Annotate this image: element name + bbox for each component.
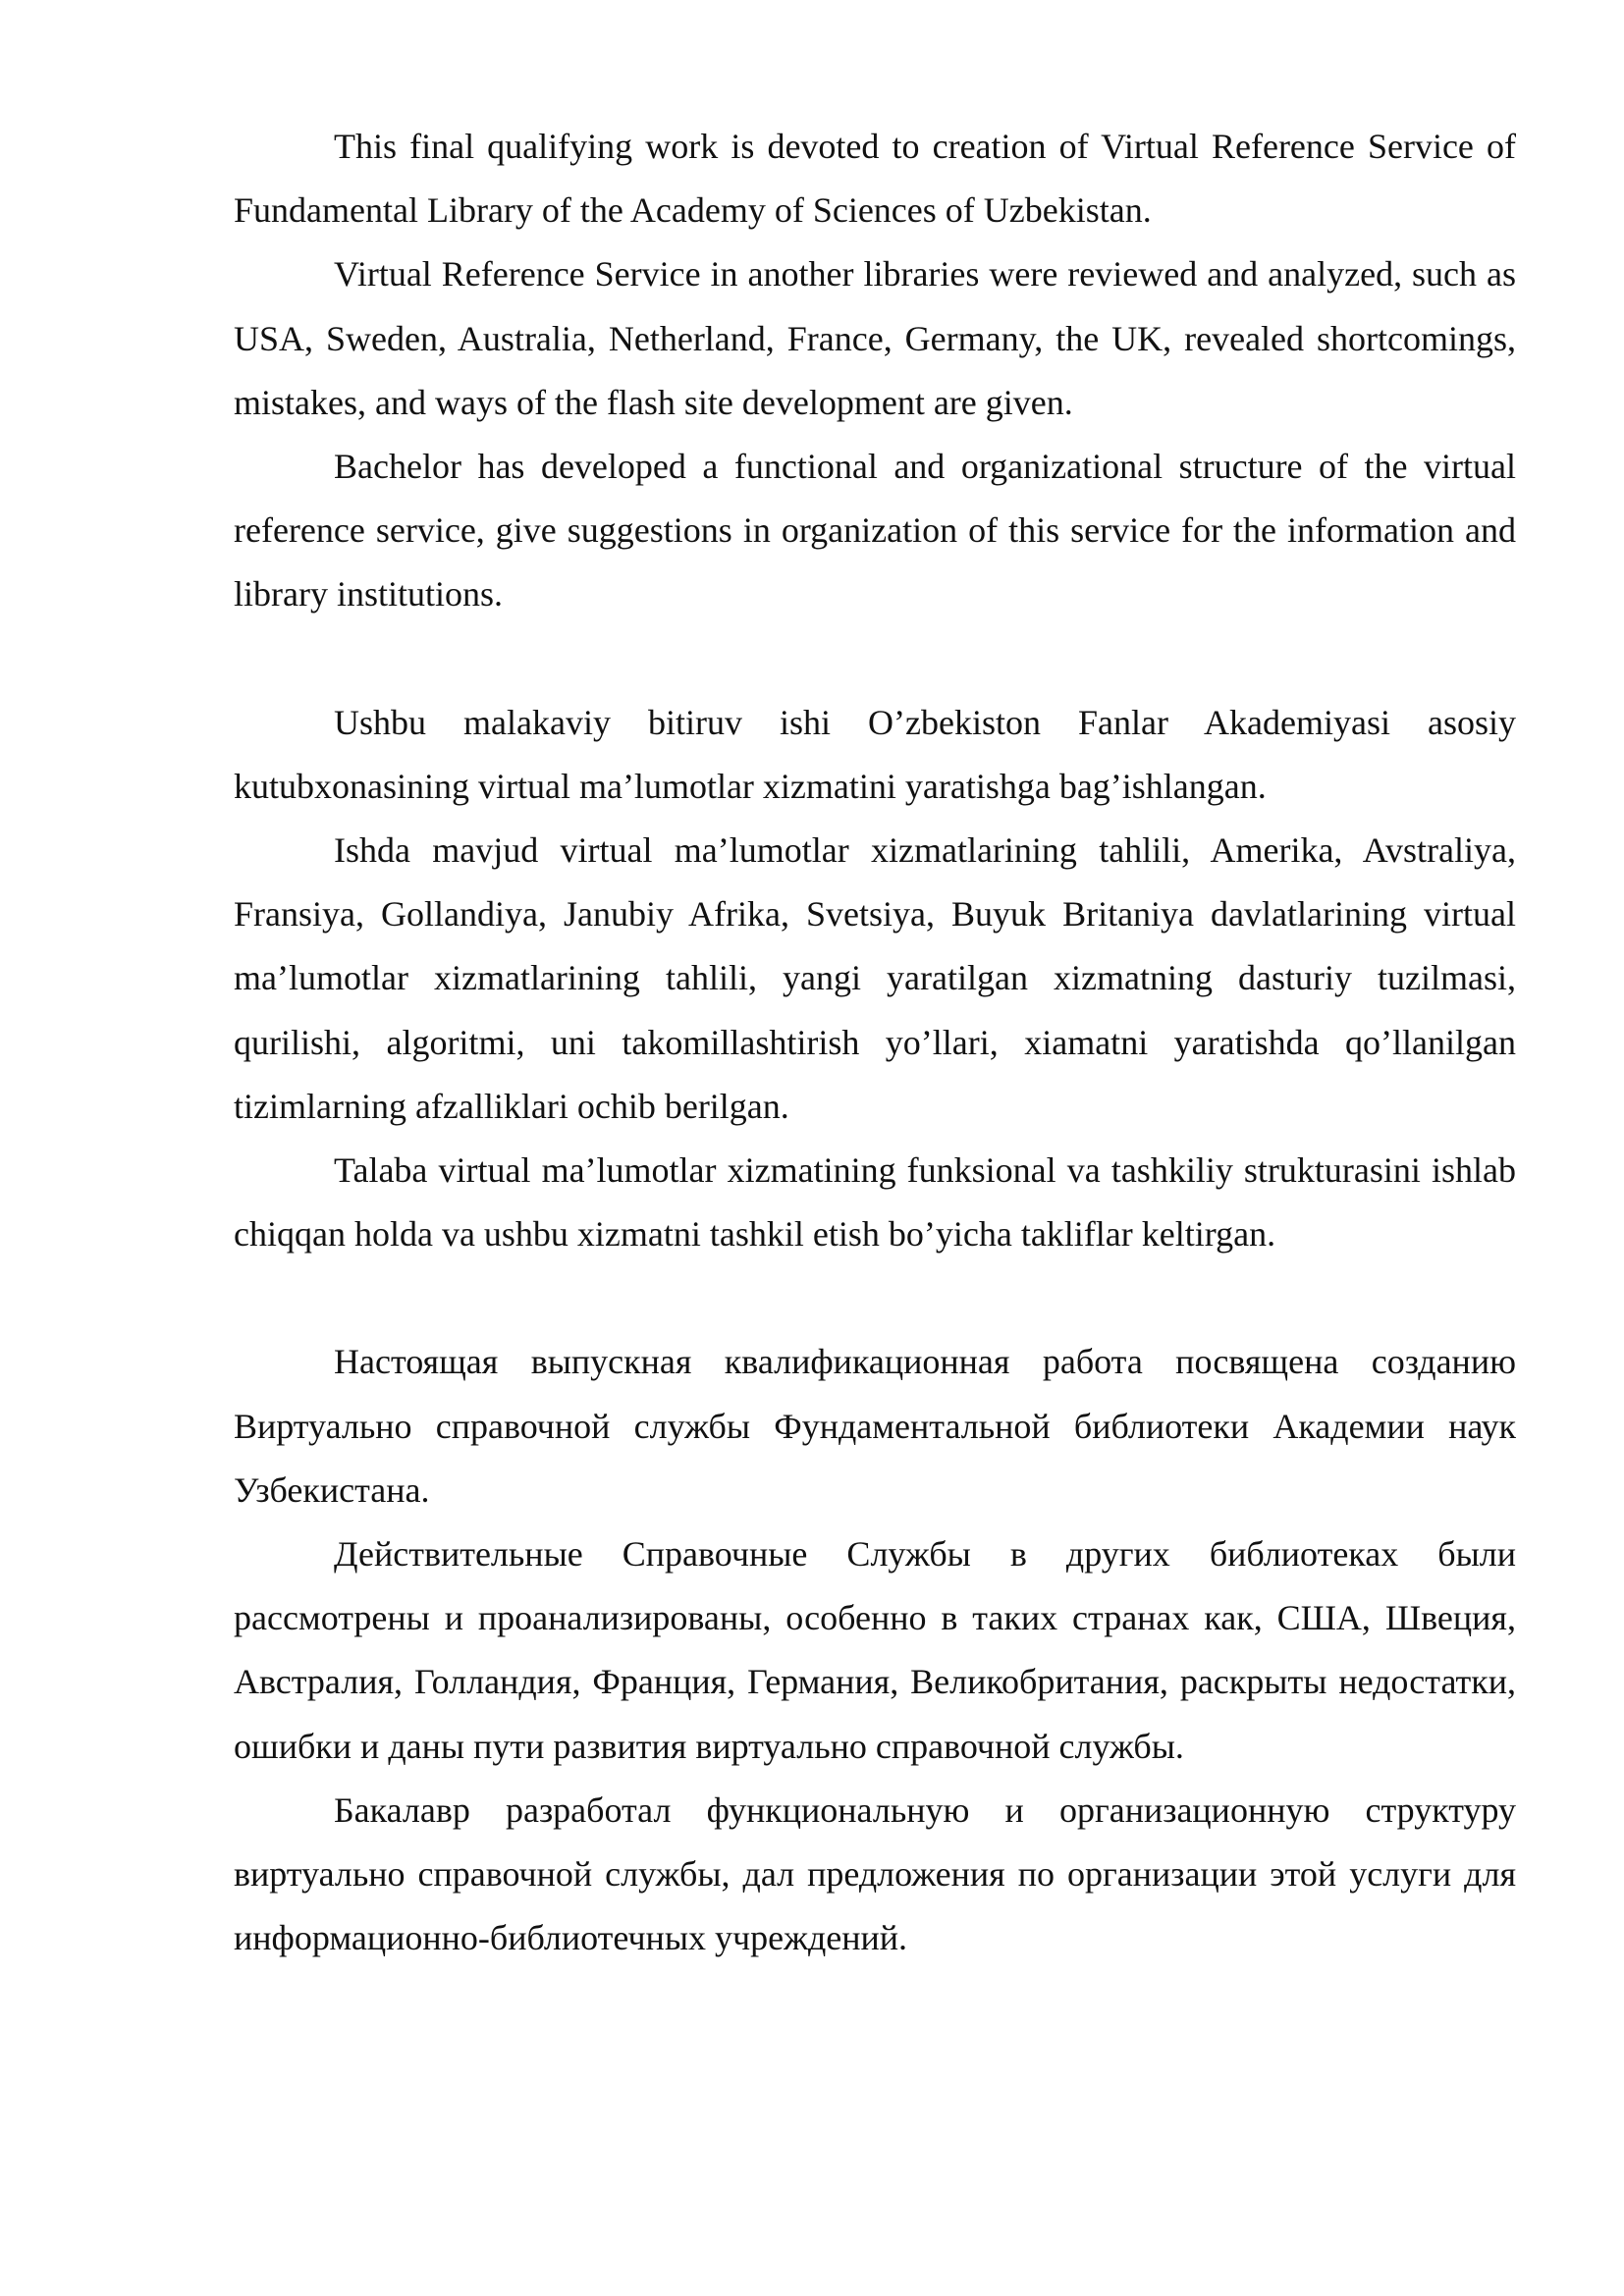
abstract-section-russian [234,1330,1516,1970]
abstract-section-english [234,115,1516,627]
abstract-paragraph: Настоящая выпускная квалификационная работа посвящена созданию Виртуально справочной службы Фундаментальной библиотеки Академии наук Узбекистана. [234,1342,1516,1510]
abstract-paragraph: Virtual Reference Service in another libraries were reviewed and analyzed, such as USA, Sweden, Australia, Netherland, France, Germany, the UK, revealed shortcomings, mistakes, and ways of the flash site development are given. [234,254,1516,422]
abstract-paragraph: This final qualifying work is devoted to creation of Virtual Reference Service of Fundamental Library of the Academy of Sciences of Uzbekistan. [234,127,1516,231]
abstract-paragraph: Ushbu malakaviy bitiruv ishi O’zbekiston Fanlar Akademiyasi asosiy kutubxonasining virtual ma’lumotlar xizmatini yaratishga bag’ishlangan. [234,702,1516,806]
abstract-paragraph: Bachelor has developed a functional and organizational structure of the virtual reference service, give suggestions in organization of this service for the information and library institutions. [234,447,1516,614]
abstract-paragraph: Ishda mavjud virtual ma’lumotlar xizmatlarining tahlili, Amerika, Avstraliya, Fransiya, Gollandiya, Janubiy Afrika, Svetsiya, Buyuk Britaniya davlatlarining virtual ma’lumotlar xizmatlarining tahlili, yangi yaratilgan xizmatning dasturiy tuzilmasi, qurilishi, algoritmi, uni takomillashtirish yo’llari, xiamatni yaratishda qo’llanilgan tizimlarning afzalliklari ochib berilgan. [234,830,1516,1126]
abstract-paragraph: Talaba virtual ma’lumotlar xizmatining funksional va tashkiliy strukturasini ishlab chiqqan holda va ushbu xizmatni tashkil etish bo’yicha takliflar keltirgan. [234,1150,1516,1255]
abstract-paragraph: Действительные Справочные Службы в других библиотеках были рассмотрены и проанализированы, особенно в таких странах как, США, Швеция, Австралия, Голландия, Франция, Германия, Великобритания, раскрыты недостатки, ошибки и даны пути развития виртуально справочной службы. [234,1534,1516,1766]
abstract-section-uzbek [234,691,1516,1267]
abstract-text-column [234,115,1516,1970]
abstract-paragraph: Бакалавр разработал функциональную и организационную структуру виртуально справочной службы, дал предложения по организации этой услуги для информационно-библиотечных учреждений. [234,1789,1516,1958]
